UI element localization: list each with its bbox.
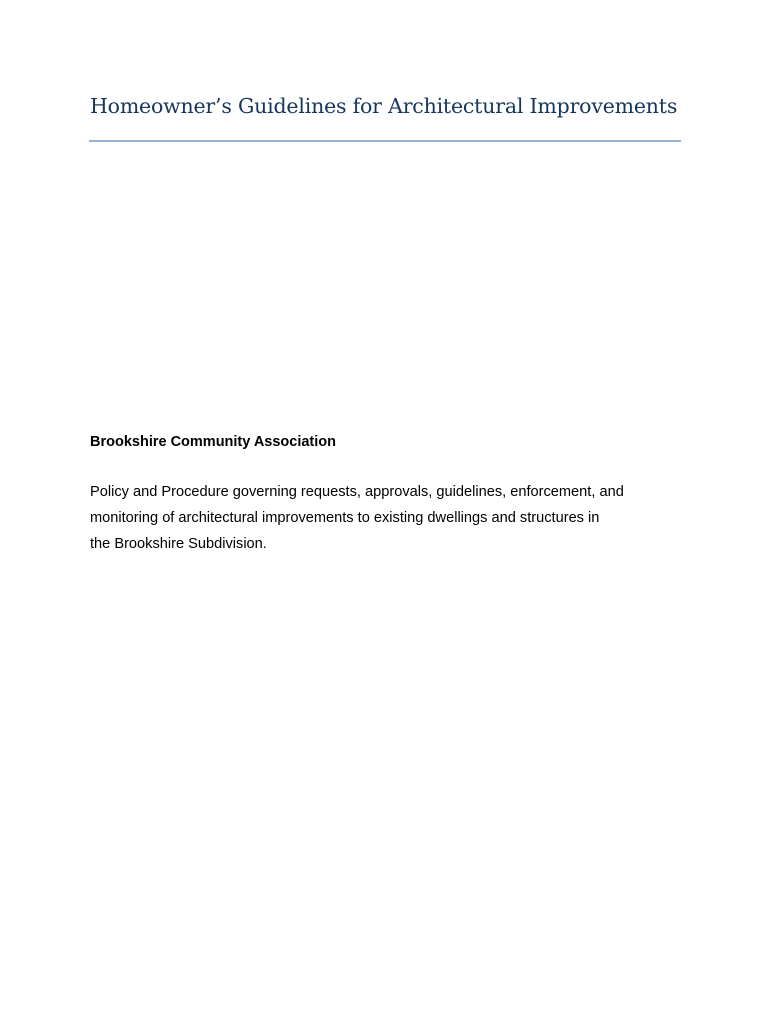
description-line: the Brookshire Subdivision. (90, 536, 267, 552)
description-line: Policy and Procedure governing requests, approvals, guidelines, enforcement, and (90, 484, 624, 500)
document-title: Homeowner’s Guidelines for Architectural Improvements (90, 94, 678, 118)
description-line: monitoring of architectural improvements to existing dwellings and structures in (90, 510, 600, 526)
document-description (90, 479, 690, 557)
title-underline-rule (89, 140, 681, 142)
organization-name: Brookshire Community Association (90, 434, 337, 450)
